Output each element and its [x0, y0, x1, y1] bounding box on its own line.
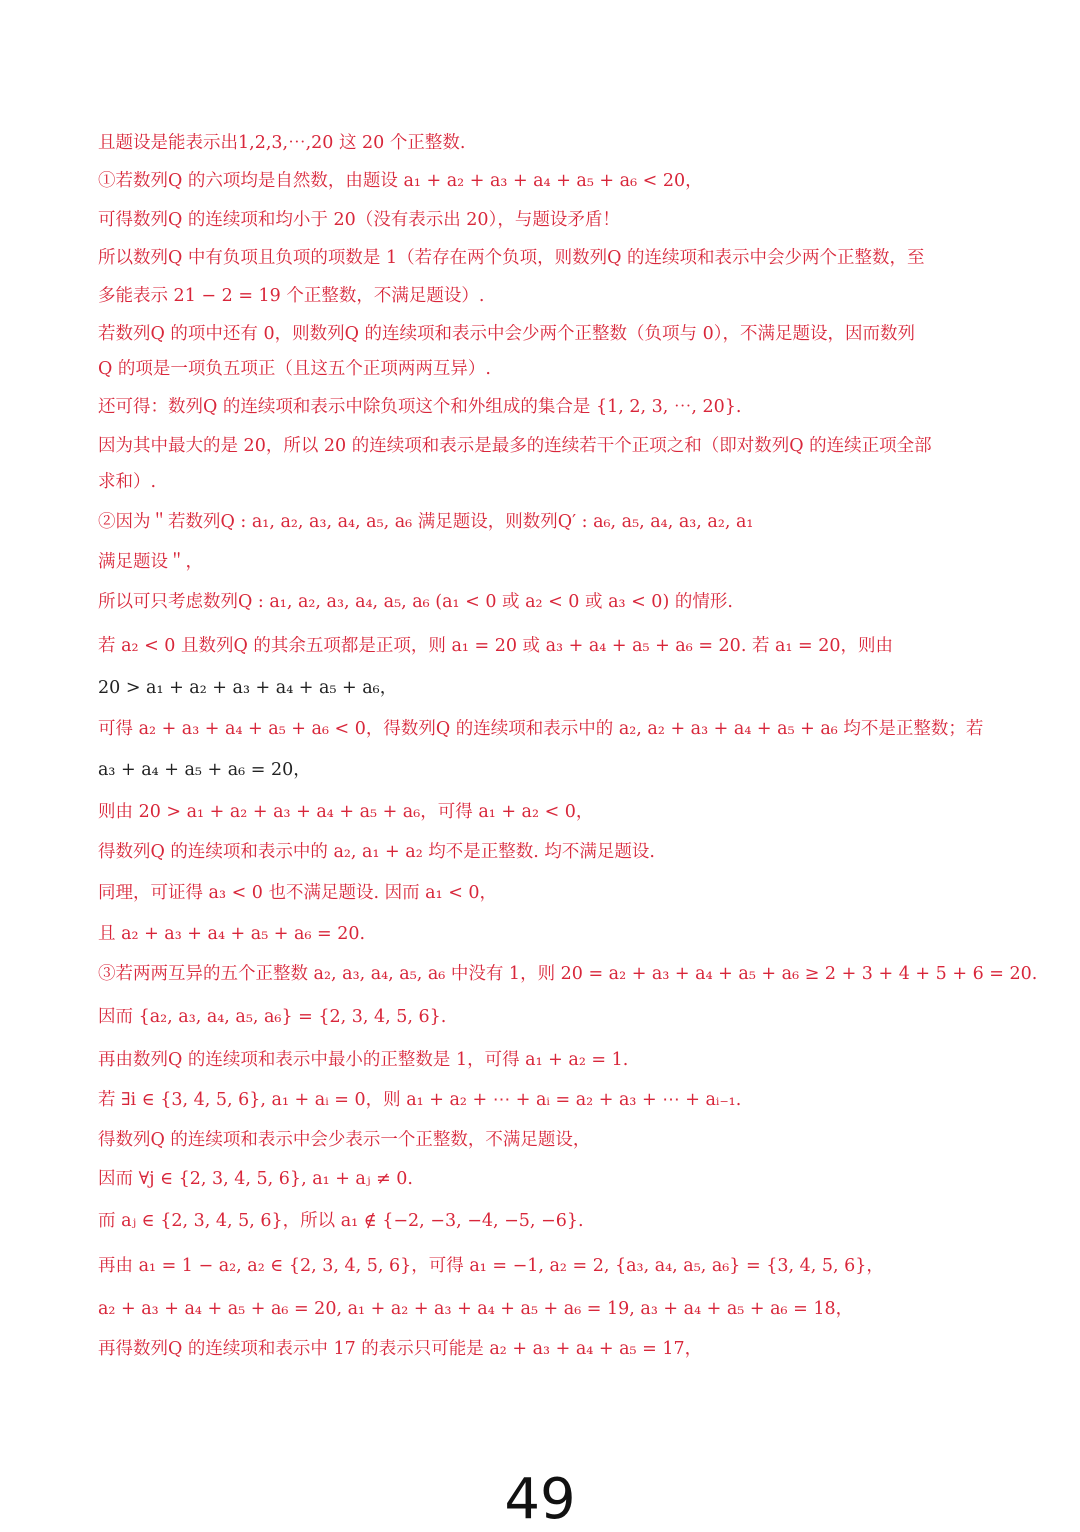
text-line: 得数列Q 的连续项和表示中会少表示一个正整数，不满足题设，	[98, 1130, 591, 1150]
text-line: 可得 a₂ + a₃ + a₄ + a₅ + a₆ < 0，得数列Q 的连续项和表示中的 a₂, a₂ + a₃ + a₄ + a₅ + a₆ 均不是正整数；若	[98, 719, 984, 739]
text-line: ②因为＂若数列Q : a₁, a₂, a₃, a₄, a₅, a₆ 满足题设，则数列Q′ : a₆, a₅, a₄, a₃, a₂, a₁	[98, 512, 754, 532]
text-line: 且 a₂ + a₃ + a₄ + a₅ + a₆ = 20.	[98, 924, 366, 944]
text-line: 满足题设＂，	[98, 552, 203, 572]
text-line: 所以可只考虑数列Q : a₁, a₂, a₃, a₄, a₅, a₆ (a₁ < 0 或 a₂ < 0 或 a₃ < 0) 的情形.	[98, 592, 733, 612]
text-line: 再由数列Q 的连续项和表示中最小的正整数是 1，可得 a₁ + a₂ = 1.	[98, 1050, 629, 1070]
text-line: 则由 20 > a₁ + a₂ + a₃ + a₄ + a₅ + a₆，可得 a₁ + a₂ < 0，	[98, 802, 594, 822]
text-line: 因为其中最大的是 20，所以 20 的连续项和表示是最多的连续若干个正项之和（即对数列Q 的连续正项全部	[98, 436, 932, 456]
text-line: 20 > a₁ + a₂ + a₃ + a₄ + a₅ + a₆，	[98, 678, 398, 698]
text-line: ③若两两互异的五个正整数 a₂, a₃, a₄, a₅, a₆ 中没有 1，则 20 = a₂ + a₃ + a₄ + a₅ + a₆ ≥ 2 + 3 + 4 + 5 + 6 = 20.	[98, 964, 1038, 984]
text-line: 若 a₂ < 0 且数列Q 的其余五项都是正项，则 a₁ = 20 或 a₃ + a₄ + a₅ + a₆ = 20. 若 a₁ = 20，则由	[98, 636, 894, 656]
text-line: 所以数列Q 中有负项且负项的项数是 1（若存在两个负项，则数列Q 的连续项和表示中会少两个正整数，至	[98, 248, 925, 268]
text-line: 因而 {a₂, a₃, a₄, a₅, a₆} = {2, 3, 4, 5, 6}.	[98, 1007, 447, 1027]
text-line: 同理，可证得 a₃ < 0 也不满足题设. 因而 a₁ < 0，	[98, 883, 498, 903]
text-line: 若 ∃i ∈ {3, 4, 5, 6}, a₁ + aᵢ = 0，则 a₁ + a₂ + ⋯ + aᵢ = a₂ + a₃ + ⋯ + aᵢ₋₁.	[98, 1090, 742, 1110]
text-line: ①若数列Q 的六项均是自然数，由题设 a₁ + a₂ + a₃ + a₄ + a₅ + a₆ < 20，	[98, 171, 703, 191]
text-line: a₃ + a₄ + a₅ + a₆ = 20，	[98, 760, 311, 780]
text-line: 再由 a₁ = 1 − a₂, a₂ ∈ {2, 3, 4, 5, 6}，可得 a₁ = −1, a₂ = 2, {a₃, a₄, a₅, a₆} = {3, 4, 5, 6}，	[98, 1256, 884, 1276]
text-line: 可得数列Q 的连续项和均小于 20（没有表示出 20），与题设矛盾！	[98, 210, 620, 230]
text-line: 且题设是能表示出1,2,3,⋯,20 这 20 个正整数.	[98, 133, 466, 153]
text-line: 多能表示 21 − 2 = 19 个正整数，不满足题设）.	[98, 286, 485, 306]
page-number: 49	[504, 1467, 576, 1532]
text-line: a₂ + a₃ + a₄ + a₅ + a₆ = 20, a₁ + a₂ + a₃ + a₄ + a₅ + a₆ = 19, a₃ + a₄ + a₅ + a₆ = 18，	[98, 1299, 854, 1319]
text-line: 再得数列Q 的连续项和表示中 17 的表示只可能是 a₂ + a₃ + a₄ + a₅ = 17，	[98, 1339, 703, 1359]
text-line: 而 aⱼ ∈ {2, 3, 4, 5, 6}，所以 a₁ ∉ {−2, −3, −4, −5, −6}.	[98, 1211, 584, 1231]
text-line: Q 的项是一项负五项正（且这五个正项两两互异）.	[98, 359, 491, 379]
text-line: 因而 ∀j ∈ {2, 3, 4, 5, 6}, a₁ + aⱼ ≠ 0.	[98, 1169, 413, 1189]
text-line: 得数列Q 的连续项和表示中的 a₂, a₁ + a₂ 均不是正整数. 均不满足题设.	[98, 842, 655, 862]
text-line: 若数列Q 的项中还有 0，则数列Q 的连续项和表示中会少两个正整数（负项与 0），不满足题设，因而数列	[98, 324, 915, 344]
text-line: 还可得：数列Q 的连续项和表示中除负项这个和外组成的集合是 {1, 2, 3, ⋯, 20}.	[98, 397, 742, 417]
text-line: 求和）.	[98, 472, 157, 492]
